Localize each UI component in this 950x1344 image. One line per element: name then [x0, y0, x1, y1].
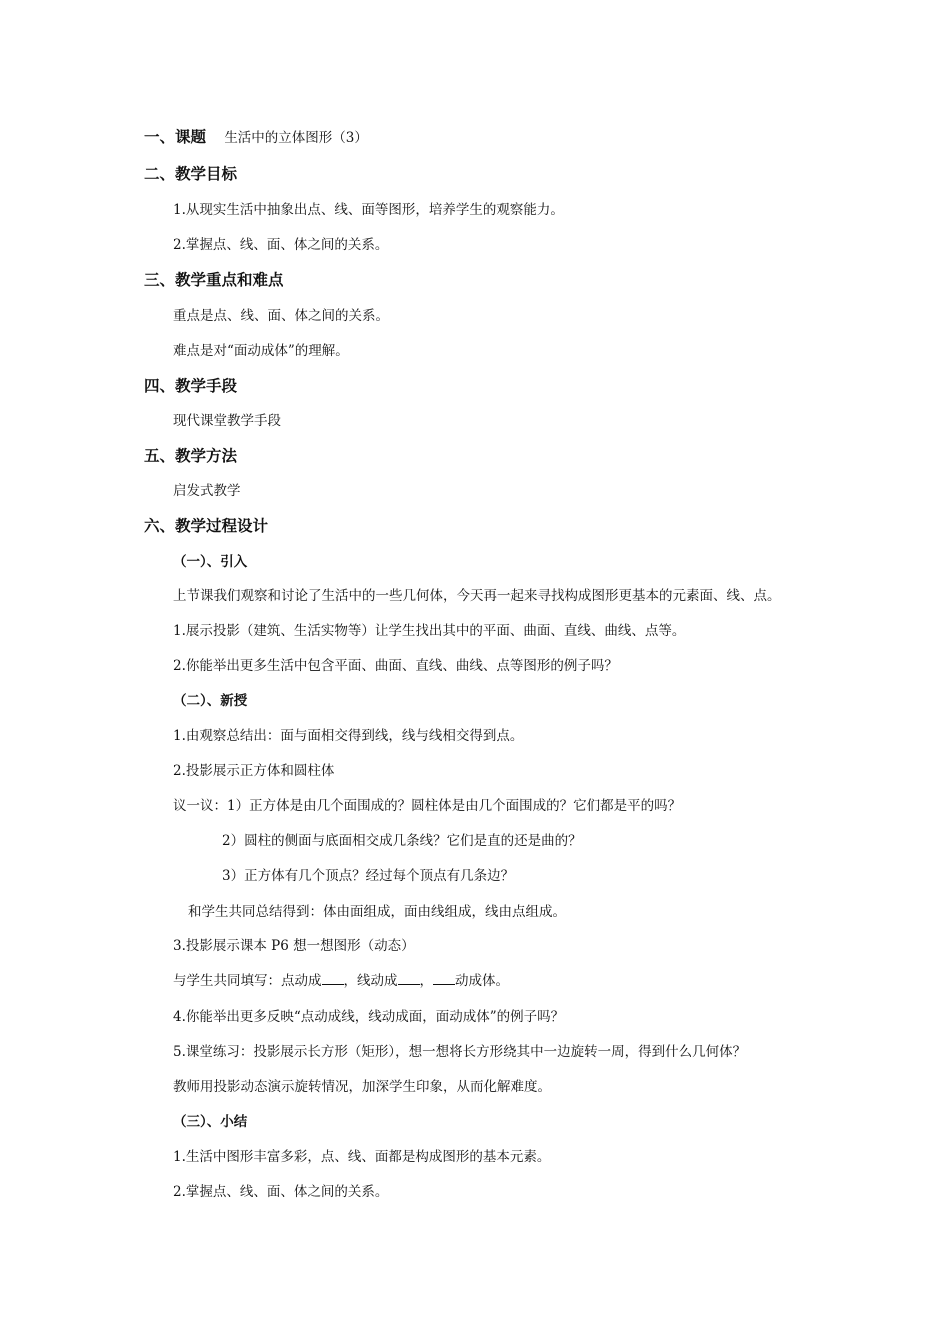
discuss-item: 2）圆柱的侧面与底面相交成几条线？它们是直的还是曲的？	[222, 833, 582, 849]
discuss-item: 3）正方体有几个顶点？经过每个顶点有几条边？	[222, 868, 515, 884]
heading-means: 四、教学手段	[144, 377, 238, 395]
new-item: 4.你能举出更多反映“点动成线，线动成面，面动成体”的例子吗？	[173, 1009, 565, 1025]
heading-goals: 二、教学目标	[144, 165, 238, 183]
blank	[322, 972, 344, 985]
new-item: 2.投影展示正方体和圆柱体	[173, 763, 335, 779]
goal-item: 1.从现实生活中抽象出点、线、面等图形，培养学生的观察能力。	[173, 202, 564, 218]
subheading-new: （二）、新授	[173, 693, 248, 709]
intro-item: 2.你能举出更多生活中包含平面、曲面、直线、曲线、点等图形的例子吗？	[173, 658, 618, 674]
key-point-item: 重点是点、线、面、体之间的关系。	[173, 308, 389, 324]
new-item: 1.由观察总结出：面与面相交得到线，线与线相交得到点。	[173, 728, 524, 744]
subheading-intro: （一）、引入	[173, 554, 248, 570]
topic-text: 生活中的立体图形（3）	[224, 130, 368, 146]
key-point-item: 难点是对“面动成体”的理解。	[173, 343, 349, 359]
new-item: 和学生共同总结得到：体由面组成，面由线组成，线由点组成。	[188, 904, 566, 920]
subheading-summary: （三）、小结	[173, 1114, 248, 1130]
heading-key-points: 三、教学重点和难点	[144, 271, 284, 289]
fill-in-line	[173, 972, 509, 990]
new-item: 教师用投影动态演示旋转情况，加深学生印象，从而化解难度。	[173, 1079, 551, 1095]
method-item: 启发式教学	[173, 483, 241, 499]
means-item: 现代课堂教学手段	[173, 413, 281, 429]
blank	[433, 972, 455, 985]
intro-item: 上节课我们观察和讨论了生活中的一些几何体，今天再一起来寻找构成图形更基本的元素面、线、点。	[173, 588, 781, 604]
fill-text: ，	[419, 973, 433, 989]
fill-text: ，线动成	[343, 973, 398, 989]
intro-item: 1.展示投影（建筑、生活实物等）让学生找出其中的平面、曲面、直线、曲线、点等。	[173, 623, 686, 639]
summary-item: 2.掌握点、线、面、体之间的关系。	[173, 1184, 389, 1200]
discuss-item: 议一议：1）正方体是由几个面围成的？圆柱体是由几个面围成的？它们都是平的吗？	[173, 798, 682, 814]
new-item: 3.投影展示课本 P6 想一想图形（动态）	[173, 938, 415, 954]
summary-item: 1.生活中图形丰富多彩，点、线、面都是构成图形的基本元素。	[173, 1149, 551, 1165]
fill-text: 动成体。	[455, 973, 509, 989]
topic-line	[144, 128, 368, 147]
blank	[398, 972, 420, 985]
new-item: 5.课堂练习：投影展示长方形（矩形），想一想将长方形绕其中一边旋转一周，得到什么几何体？	[173, 1044, 747, 1060]
heading-process: 六、教学过程设计	[144, 517, 269, 535]
topic-label: 一、课题	[144, 128, 207, 146]
goal-item: 2.掌握点、线、面、体之间的关系。	[173, 237, 389, 253]
fill-text: 与学生共同填写：点动成	[173, 973, 322, 989]
heading-method: 五、教学方法	[144, 447, 238, 465]
